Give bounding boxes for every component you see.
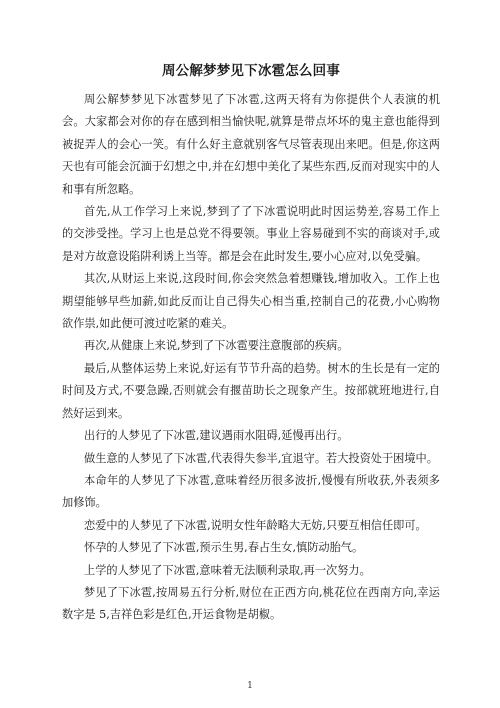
document-title: 周公解梦梦见下冰雹怎么回事	[161, 63, 341, 79]
paragraph-zodiac-year: 本命年的人梦见了下冰雹,意味着经历很多波折,慢慢有所收获,外表须多加修饰。	[62, 473, 440, 510]
paragraph-wealth: 其次,从财运上来说,这段时间,你会突然急着想赚钱,增加收入。工作上也期望能够早些加薪,如此反而让自己得失心相当重,控制自己的花费,小心购物欲作祟,如此便可渡过吃紧的难关。	[62, 272, 440, 331]
paragraph-health: 再次,从健康上来说,梦到了下冰雹要注意腹部的疾病。	[84, 339, 349, 353]
paragraph-business: 做生意的人梦见了下冰雹,代表得失参半,宜退守。若大投资处于困境中。	[84, 451, 438, 465]
page-number: 1	[247, 681, 253, 691]
paragraph-students: 上学的人梦见了下冰雹,意味着无法顺利录取,再一次努力。	[84, 563, 371, 577]
paragraph-work-study: 首先,从工作学习上来说,梦到了了下冰雹说明此时因运势差,容易工作上的交涉受挫。学习上也是总党不得要领。事业上容易碰到不实的商谈对手,或是对方故意设陷阱利诱上当等。都是会在此时发生,要小心应对,以免受骗。	[62, 205, 440, 263]
paragraph-intro: 周公解梦梦见下冰雹梦见了下冰雹,这两天将有为你提供个人表演的机会。大家都会对你的存在感到相当愉快呢,就算是带点坏坏的鬼主意也能得到被捉弄人的会心一笑。有什么好主意就别客气尽管表现出来吧。但是,你这两天也有可能会沉湎于幻想之中,并在幻想中美化了某些东西,反而对现实中的人和事有所忽略。	[62, 93, 440, 196]
document-body	[62, 62, 440, 627]
paragraph-pregnancy: 怀孕的人梦见了下冰雹,预示生男,春占生女,慎防动胎气。	[84, 541, 364, 555]
paragraph-overall-fortune: 最后,从整体运势上来说,好运有节节升高的趋势。树木的生长是有一定的时间及方式,不要急躁,否则就会有揠苗助长之现象产生。按部就班地进行,自然好运到来。	[62, 361, 440, 420]
paragraph-five-elements: 梦见了下冰雹,按周易五行分析,财位在正西方向,桃花位在西南方向,幸运数字是 5,吉祥色彩是红色,开运食物是胡椒。	[62, 585, 440, 622]
paragraph-romance: 恋爱中的人梦见了下冰雹,说明女性年龄略大无妨,只要互相信任即可。	[84, 518, 427, 532]
paragraph-travelers: 出行的人梦见了下冰雹,建议遇雨水阻碍,延慢再出行。	[84, 429, 349, 443]
